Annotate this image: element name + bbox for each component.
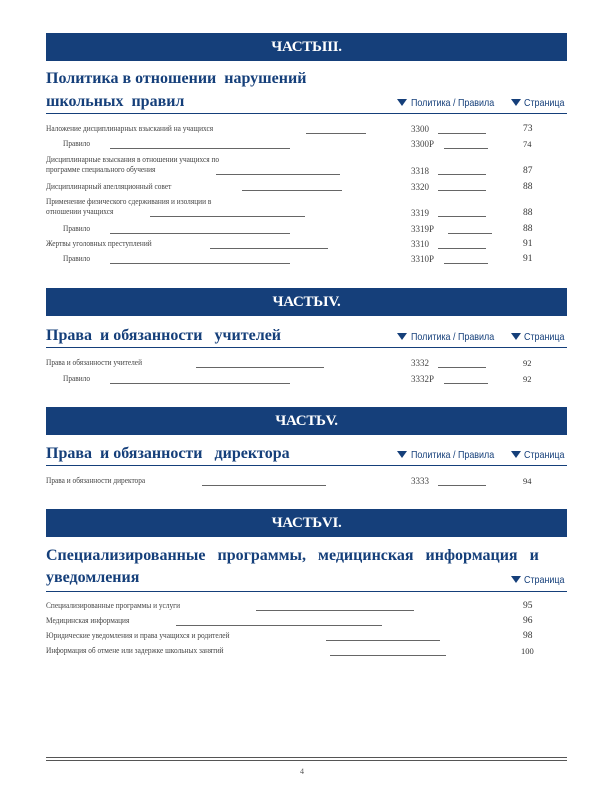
part3-banner: ЧАСТЬIII. xyxy=(46,33,567,61)
leader-line xyxy=(110,233,290,234)
toc-row-label: Правило xyxy=(63,374,91,383)
policy-number: 3300P xyxy=(411,139,435,149)
toc-row-label: Права и обязанности директора xyxy=(46,476,146,485)
toc-row-label: Специализированные программы и услуги xyxy=(46,601,181,610)
page-number: 95 xyxy=(523,601,533,611)
leader-line xyxy=(150,216,305,217)
policy-number: 3320 xyxy=(411,182,429,192)
leader-line xyxy=(444,263,488,264)
page-number: 87 xyxy=(523,166,533,176)
leader-line xyxy=(256,610,414,611)
leader-line xyxy=(438,248,486,249)
column-header-page: Страница xyxy=(524,97,565,109)
column-header-policy: Политика / Правила xyxy=(411,449,495,461)
leader-line xyxy=(330,655,446,656)
leader-line xyxy=(202,485,326,486)
part6-title-rule xyxy=(46,591,567,592)
part6-title-line2: уведомления xyxy=(46,569,140,586)
policy-number: 3333 xyxy=(411,476,429,486)
toc-row-label: Права и обязанности учителей xyxy=(46,358,143,367)
leader-line xyxy=(438,133,486,134)
footer-rule-top xyxy=(46,757,567,758)
part5-title-rule xyxy=(46,465,567,466)
leader-line xyxy=(216,174,340,175)
policy-number: 3332 xyxy=(411,358,429,368)
toc-row-label-cont: отношении учащихся xyxy=(46,207,114,216)
triangle-down-icon xyxy=(511,576,521,583)
leader-line xyxy=(306,133,366,134)
page-number: 91 xyxy=(523,254,533,264)
toc-row-label: Юридические уведомления и права учащихся и родителей xyxy=(46,631,230,640)
leader-line xyxy=(110,263,290,264)
part4-title: Права и обязанности учителей xyxy=(46,327,282,344)
leader-line xyxy=(210,248,328,249)
leader-line xyxy=(438,485,486,486)
part4-banner: ЧАСТЬIV. xyxy=(46,288,567,316)
triangle-down-icon xyxy=(397,99,407,106)
toc-row-label: Информация об отмене или задержке школьных занятий xyxy=(46,646,224,655)
policy-number: 3319 xyxy=(411,208,429,218)
page-number: 100 xyxy=(521,646,534,656)
leader-line xyxy=(326,640,440,641)
leader-line xyxy=(438,216,486,217)
part5-title: Права и обязанности директора xyxy=(46,445,290,462)
toc-row-label: Применение физического сдерживания и изоляции в xyxy=(46,197,212,206)
part5-banner: ЧАСТЬV. xyxy=(46,407,567,435)
policy-number: 3319P xyxy=(411,224,435,234)
leader-line xyxy=(196,367,324,368)
policy-number: 3332P xyxy=(411,374,435,384)
leader-line xyxy=(110,148,290,149)
toc-row-label-cont: программе специального обучения xyxy=(46,165,156,174)
policy-number: 3318 xyxy=(411,166,429,176)
toc-row-label: Дисциплинарный апелляционный совет xyxy=(46,182,172,191)
footer-rule-bottom xyxy=(46,760,567,761)
page-number: 94 xyxy=(523,476,532,486)
page-number: 92 xyxy=(523,358,532,368)
column-header-policy: Политика / Правила xyxy=(411,331,495,343)
part6-title-line1: Специализированные программы, медицинская информация и xyxy=(46,547,539,564)
triangle-down-icon xyxy=(511,333,521,340)
leader-line xyxy=(438,367,486,368)
policy-number: 3310 xyxy=(411,239,429,249)
triangle-down-icon xyxy=(511,451,521,458)
page-number: 91 xyxy=(523,239,533,249)
toc-row-label: Правило xyxy=(63,254,91,263)
part4-title-rule xyxy=(46,347,567,348)
leader-line xyxy=(438,174,486,175)
leader-line xyxy=(110,383,290,384)
part3-title-rule xyxy=(46,113,567,114)
toc-row-label: Жертвы уголовных преступлений xyxy=(46,239,152,248)
footer-page-number: 4 xyxy=(300,767,304,776)
part3-title-line2: школьных правил xyxy=(46,93,185,110)
part3-title-line1: Политика в отношении нарушений xyxy=(46,70,307,87)
page-number: 88 xyxy=(523,224,533,234)
part6-banner: ЧАСТЬVI. xyxy=(46,509,567,537)
triangle-down-icon xyxy=(397,451,407,458)
toc-row-label: Дисциплинарные взыскания в отношении учащихся по xyxy=(46,155,220,164)
page-number: 88 xyxy=(523,208,533,218)
page-number: 74 xyxy=(523,139,532,149)
page-number: 92 xyxy=(523,374,532,384)
leader-line xyxy=(176,625,382,626)
leader-line xyxy=(444,148,488,149)
page-number: 73 xyxy=(523,124,533,134)
toc-row-label: Правило xyxy=(63,224,91,233)
triangle-down-icon xyxy=(397,333,407,340)
page-number: 98 xyxy=(523,631,533,641)
triangle-down-icon xyxy=(511,99,521,106)
column-header-page: Страница xyxy=(524,449,565,461)
page-number: 88 xyxy=(523,182,533,192)
leader-line xyxy=(444,383,488,384)
column-header-page: Страница xyxy=(524,574,565,586)
policy-number: 3300 xyxy=(411,124,429,134)
leader-line xyxy=(448,233,492,234)
leader-line xyxy=(242,190,342,191)
toc-row-label: Медицинская информация xyxy=(46,616,130,625)
leader-line xyxy=(438,190,486,191)
page-number: 96 xyxy=(523,616,533,626)
column-header-policy: Политика / Правила xyxy=(411,97,495,109)
toc-row-label: Наложение дисциплинарных взысканий на учащихся xyxy=(46,124,214,133)
toc-row-label: Правило xyxy=(63,139,91,148)
policy-number: 3310P xyxy=(411,254,435,264)
column-header-page: Страница xyxy=(524,331,565,343)
